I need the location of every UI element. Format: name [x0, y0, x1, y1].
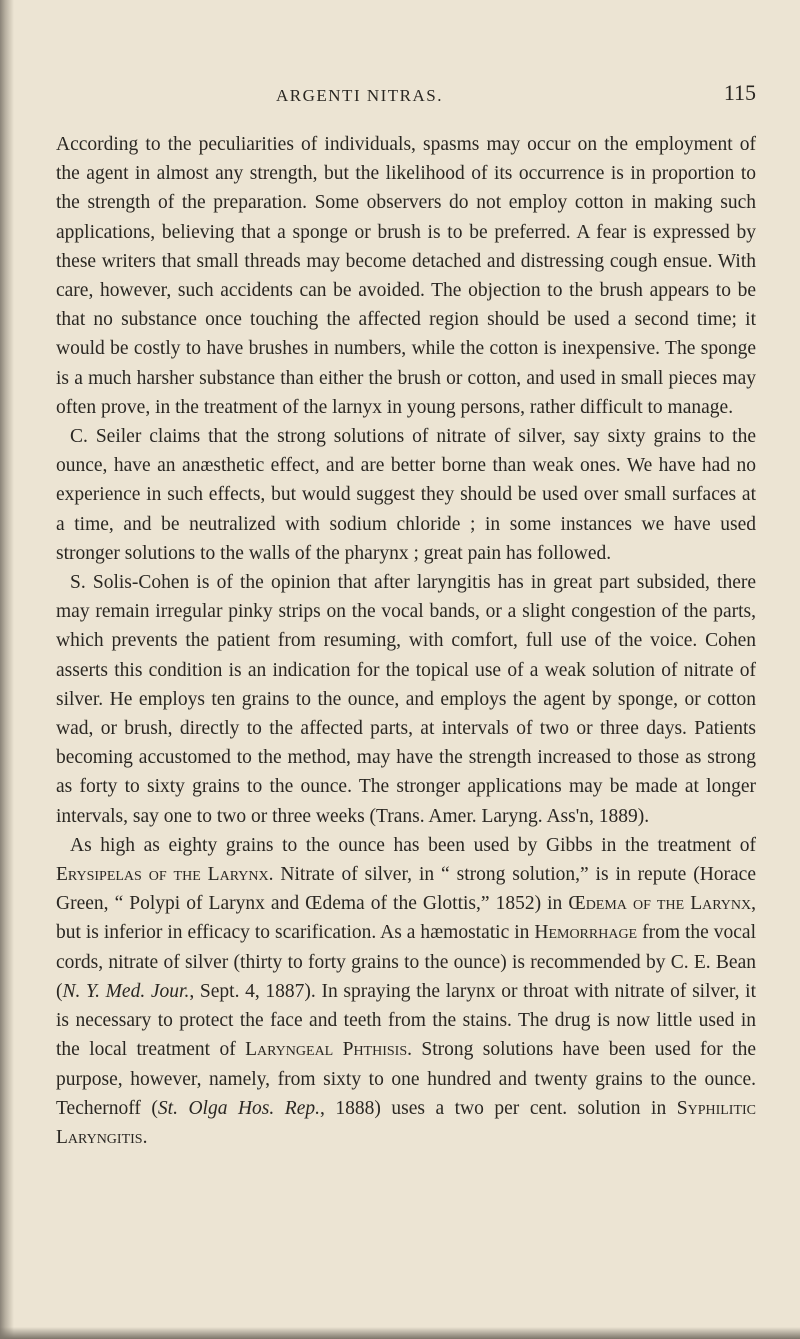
paragraph-3: S. Solis-Cohen is of the opinion that after laryngitis has in great part subsided, there may remain irregular pinky strips on the vocal bands, or a slight congestion of the parts, which prevents the patient from resuming, with comfort, full use of the voice. Cohen asserts this condition is an indication for the topical use of a weak solution of nitrate of silver. He employs ten grains to the ounce, and employs the agent by sponge, or cotton wad, or brush, directly to the affected parts, at intervals of two or three days. Patients becoming accustomed to the method, may have the strength increased to those as strong as forty to sixty grains to the ounce. The stronger applications may be made at longer intervals, say one to two or three weeks (Trans. Amer. Laryng. Ass'n, 1889).	[56, 572, 756, 827]
paragraph-2: C. Seiler claims that the strong solutions of nitrate of silver, say sixty grains to the ounce, have an anæsthetic effect, and are better borne than weak ones. We have had no experience in such effects, but would suggest they should be used over small surfaces at a time, and be neutralized with sodium chloride ; in some instances we have used stronger solutions to the walls of the pharynx ; great pain has followed.	[56, 426, 756, 564]
p4-seg-6: from the vocal cords, nitrate of silver (thirty to forty grains to the ounce) is recommended by C. E. Bean (	[56, 922, 757, 1002]
p4-seg-2: . Nitrate of silver, in “ strong solution,” is in repute (Horace Green, “ Polypi of Larynx and Œdema of the Glottis,” 1852) in	[56, 864, 756, 915]
p4-seg-0: As high as eighty grains to the ounce has been used by Gibbs in the treatment of	[70, 834, 756, 856]
page-number: 115	[723, 80, 756, 105]
p4-seg-9: Laryngeal Phthisis	[245, 1039, 408, 1061]
p4-seg-12: , 1888) uses a two per cent. solution in	[319, 1097, 677, 1119]
p4-seg-10: . Strong solutions have been used for the purpose, however, namely, from sixty to one hundred and twenty grains to the ounce. Techernoff (	[56, 1039, 756, 1119]
p4-seg-11: St. Olga Hos. Rep.	[157, 1097, 320, 1119]
p4-seg-4: , but is inferior in efficacy to scarification. As a hæmostatic in	[56, 893, 756, 944]
running-head: ARGENTI NITRAS.	[276, 86, 443, 105]
p4-seg-3: Œdema of the Larynx	[568, 893, 752, 915]
page-edge-shadow	[0, 0, 14, 1339]
p4-seg-5: Hemorrhage	[534, 922, 638, 944]
p4-seg-13: Syphilitic Laryngitis	[56, 1097, 757, 1148]
p4-seg-14: .	[142, 1126, 148, 1148]
p4-seg-1: Erysipelas of the Larynx	[56, 864, 269, 886]
page-bottom-shadow	[0, 1327, 800, 1339]
paragraph-4	[56, 831, 756, 1152]
page-header	[56, 80, 756, 116]
p4-seg-7: N. Y. Med. Jour.	[62, 980, 190, 1002]
p4-seg-8: , Sept. 4, 1887). In spraying the larynx or throat with nitrate of silver, it is necessary to protect the face and teeth from the stains. The drug is now little used in the local treatment of	[56, 980, 757, 1061]
paragraph-1: According to the peculiarities of individuals, spasms may occur on the employment of the agent in almost any strength, but the likelihood of its occurrence is in proportion to the strength of the preparation. Some observers do not employ cotton in making such applications, believing that a sponge or brush is to be preferred. A fear is expressed by these writers that small threads may become detached and distressing cough ensue. With care, however, such accidents can be avoided. The objection to the brush appears to be that no substance once touching the affected region should be used a second time; it would be costly to have brushes in numbers, while the cotton is inexpensive. The sponge is a much harsher substance than either the brush or cotton, and used in small pieces may often prove, in the treatment of the larnyx in young persons, rather difficult to manage.	[56, 134, 756, 418]
body-text	[56, 130, 756, 1152]
